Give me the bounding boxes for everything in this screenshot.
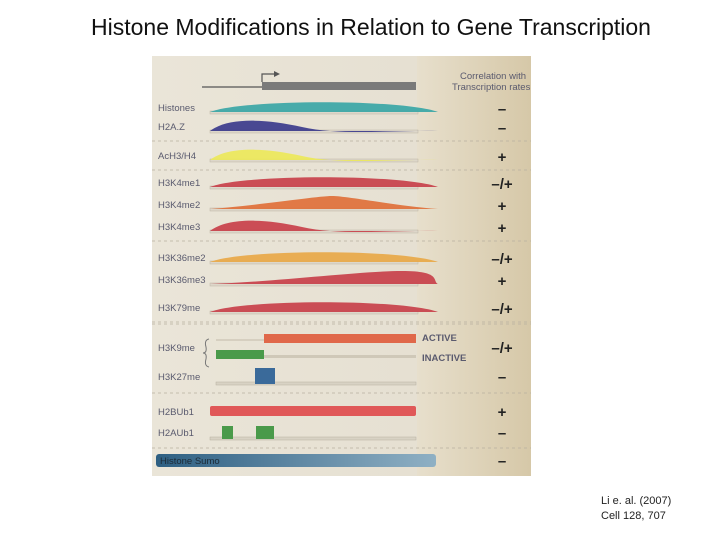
histone-modification-figure xyxy=(152,56,531,476)
correlation-sign: –/+ xyxy=(491,301,513,318)
citation-line-1: Li e. al. (2007) xyxy=(601,495,672,507)
active-label: ACTIVE xyxy=(422,333,457,344)
correlation-h2aub1: – xyxy=(497,425,507,442)
row-label: H2A.Z xyxy=(158,122,185,133)
correlation-sign: –/+ xyxy=(491,251,513,268)
row-label: AcH3/H4 xyxy=(158,151,197,162)
h3k9me-inactive-bar xyxy=(216,350,264,359)
inactive-label: INACTIVE xyxy=(422,353,467,364)
correlation-column xyxy=(417,56,531,476)
correlation-h2bub1: + xyxy=(497,404,507,421)
correlation-sign: – xyxy=(497,120,507,137)
h3k9me-active-bar xyxy=(264,334,416,343)
correlation-sign: + xyxy=(497,198,507,215)
correlation-sign: + xyxy=(497,220,507,237)
row-label-h2bub1: H2BUb1 xyxy=(158,407,194,418)
correlation-h3k9me: –/+ xyxy=(491,340,513,357)
correlation-histone-sumo: – xyxy=(497,453,507,470)
correlation-h3k27me: – xyxy=(497,369,507,386)
row-label: H3K4me3 xyxy=(158,222,201,233)
slide-title: Histone Modifications in Relation to Gene Transcription xyxy=(91,14,651,40)
row-label-h3k27me: H3K27me xyxy=(158,372,201,383)
correlation-sign: + xyxy=(497,273,507,290)
row-label-h3k9me: H3K9me xyxy=(158,343,195,354)
row-label: H3K36me2 xyxy=(158,253,206,264)
h3k27me-peak xyxy=(255,368,275,384)
correlation-sign: + xyxy=(497,149,507,166)
correlation-sign: –/+ xyxy=(491,176,513,193)
row-label: H3K4me2 xyxy=(158,200,201,211)
row-label-h2aub1: H2AUb1 xyxy=(158,428,194,439)
row-label: Histones xyxy=(158,103,195,114)
correlation-header-line2: Transcription rates xyxy=(452,82,531,93)
row-label: H3K4me1 xyxy=(158,178,201,189)
row-label-histone-sumo: Histone Sumo xyxy=(160,456,220,467)
h2aub1-peak-2 xyxy=(256,426,274,439)
correlation-header-line1: Correlation with xyxy=(460,71,526,82)
citation xyxy=(601,494,671,524)
citation-line-2: Cell 128, 707 xyxy=(601,510,666,522)
row-label: H3K79me xyxy=(158,303,201,314)
h2bub1-bar xyxy=(210,406,416,416)
h2aub1-peak-1 xyxy=(222,426,233,439)
row-label: H3K36me3 xyxy=(158,275,206,286)
correlation-sign: – xyxy=(497,101,507,118)
